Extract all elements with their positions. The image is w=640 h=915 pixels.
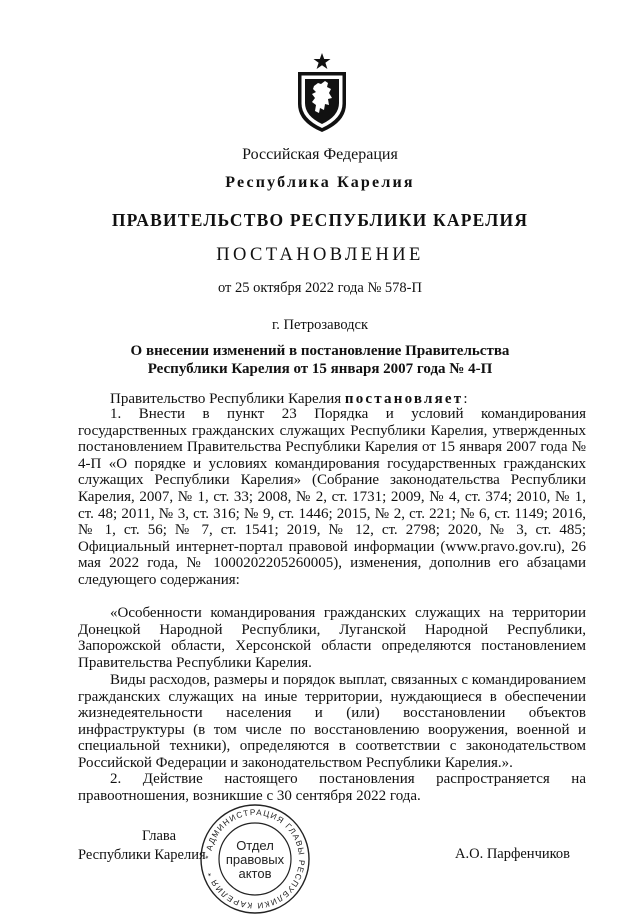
stamp-ring-text: * АДМИНИСТРАЦИЯ ГЛАВЫ РЕСПУБЛИКИ КАРЕЛИЯ * bbox=[203, 807, 307, 911]
stamp-line-2: правовых bbox=[225, 852, 285, 867]
intro-keyword: постановляет bbox=[344, 391, 464, 407]
document-type-heading: ПОСТАНОВЛЕНИЕ bbox=[216, 245, 424, 265]
signer-name: А.О. Парфенчиков bbox=[455, 846, 571, 862]
country-heading: Российская Федерация bbox=[242, 146, 398, 163]
subject-line-1: О внесении изменений в постановление Правительства bbox=[130, 343, 510, 359]
official-stamp bbox=[199, 803, 311, 915]
signer-title-line-1: Глава bbox=[141, 828, 177, 844]
document-subject bbox=[0, 342, 640, 378]
signer-title-line-2: Республики Карелия bbox=[78, 847, 206, 863]
republic-heading: Республика Карелия bbox=[225, 174, 415, 191]
paragraph-item-2: 2. Действие настоящего постановления распространяется на правоотношения, возникшие с 30 сентября 2022 года. bbox=[78, 771, 586, 804]
stamp-line-3: актов bbox=[238, 866, 272, 881]
document-date-number: от 25 октября 2022 года № 578-П bbox=[218, 280, 422, 296]
subject-line-2: Республики Карелия от 15 января 2007 года № 4-П bbox=[147, 361, 493, 377]
intro-prefix: Правительство Республики Карелия bbox=[110, 391, 342, 407]
paragraph-quote-2: Виды расходов, размеры и порядок выплат, связанных с командированием гражданских служащих на иные территории, нуждающиеся в обеспечении жизнедеятельности населения и (или) восстановлении объектов инфраструктуры (в том числе по восстановлению вооружения, военной и специальной техники), определяются в соответствии с законодательством Российской Федерации и законодательством Республики Карелия.». bbox=[78, 672, 586, 771]
karelia-coat-of-arms-icon bbox=[294, 52, 350, 134]
stamp-line-1: Отдел bbox=[236, 838, 274, 853]
paragraph-quote-1: «Особенности командирования гражданских служащих на территории Донецкой Народной Республики, Луганской Народной Республики, Запорожской области, Херсонской области определяются постановлением Правительства Республики Карелия. bbox=[78, 605, 586, 671]
paragraph-item-1: 1. Внести в пункт 23 Порядка и условий командирования государственных гражданских служащих Республики Карелия, утвержденных постановлением Правительства Республики Карелия от 15 января 2007 года № 4-П «О порядке и условиях командирования государственных гражданских служащих Республики Карелия» (Собрание законодательства Республики Карелия, 2007, № 1, ст. 33; 2008, № 2, ст. 1731; 2009, № 4, ст. 374; 2010, № 1, ст. 48; 2011, № 3, ст. 316; № 9, ст. 1446; 2015, № 2, ст. 221; № 6, ст. 1149; 2016, № 1, ст. 56; № 7, ст. 1541; 2019, № 12, ст. 2798; 2020, № 3, ст. 485; Официальный интернет-портал правовой информации (www.pravo.gov.ru), 26 мая 2022 года, № 1000202205260005), изменения, дополнив его абзацами следующего содержания: bbox=[78, 406, 586, 588]
document-city: г. Петрозаводск bbox=[271, 317, 369, 333]
government-heading: ПРАВИТЕЛЬСТВО РЕСПУБЛИКИ КАРЕЛИЯ bbox=[111, 210, 529, 230]
intro-suffix: : bbox=[463, 391, 468, 407]
